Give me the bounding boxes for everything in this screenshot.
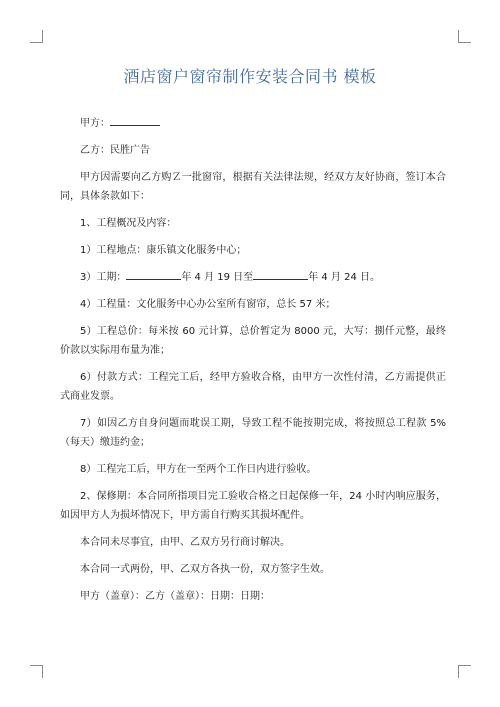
- party-a-label: 甲方：: [80, 118, 110, 129]
- party-a-blank: [110, 114, 160, 126]
- corner-mark-bottom-left: [30, 665, 43, 678]
- document-title: 酒店窗户窗帘制作安装合同书 模板: [123, 67, 377, 86]
- item-6-payment: 6）付款方式：工程完工后，经甲方验收合格，由甲方一次性付清，乙方需提供正式商业发票。: [60, 372, 446, 402]
- corner-mark-top-left: [30, 30, 43, 43]
- item-3-mid: 年 4 月 19 日至: [181, 272, 254, 283]
- item-3-prefix: 3）工期：: [80, 272, 127, 283]
- section-1-heading: 1、工程概况及内容：: [80, 218, 177, 229]
- party-b-line: 乙方：民胜广告: [80, 145, 150, 156]
- intro-paragraph: 甲方因需要向乙方购Ｚ一批窗帘，根据有关法律法规，经双方友好协商，签订本合同，具体条款如下：: [60, 172, 446, 202]
- closing-paragraph-2: 本合同一式两份，甲、乙双方各执一份，双方签字生效。: [80, 564, 330, 575]
- item-8-acceptance: 8）工程完工后，甲方在一至两个工作日内进行验收。: [80, 464, 317, 475]
- closing-paragraph-1: 本合同未尽事宜，由甲、乙双方另行商讨解决。: [80, 537, 290, 548]
- item-3-blank-end: [253, 268, 308, 280]
- item-7-penalty: 7）如因乙方自身问题而耽误工期，导致工程不能按期完成，将按照总工程款 5%（每天）缴违约金；: [60, 418, 446, 448]
- signature-line: 甲方（盖章）：乙方（盖章）：日期：日期：: [80, 591, 270, 602]
- party-a-line: [60, 114, 446, 133]
- item-4-quantity: 4）工程量：文化服务中心办公室所有窗帘，总长 57 米；: [80, 299, 336, 310]
- item-3-suffix: 年 4 月 24 日。: [308, 272, 380, 283]
- item-3-duration: [60, 268, 446, 287]
- corner-mark-bottom-right: [458, 665, 471, 678]
- corner-mark-top-right: [458, 30, 471, 43]
- item-3-blank-start: [126, 268, 181, 280]
- item-5-price: 5）工程总价：每米按 60 元计算，总价暂定为 8000 元，大写：捌仟元整，最终价款以实际用布量为准；: [60, 326, 446, 356]
- document-body: [60, 114, 446, 614]
- item-1-location: 1）工程地点：康乐镇文化服务中心；: [80, 245, 247, 256]
- section-2-warranty: 2、保修期：本合同所指项目完工验收合格之日起保修一年，24 小时内响应服务，如因甲方人为损坏情况下，甲方需自行购买其损坏配件。: [60, 491, 446, 521]
